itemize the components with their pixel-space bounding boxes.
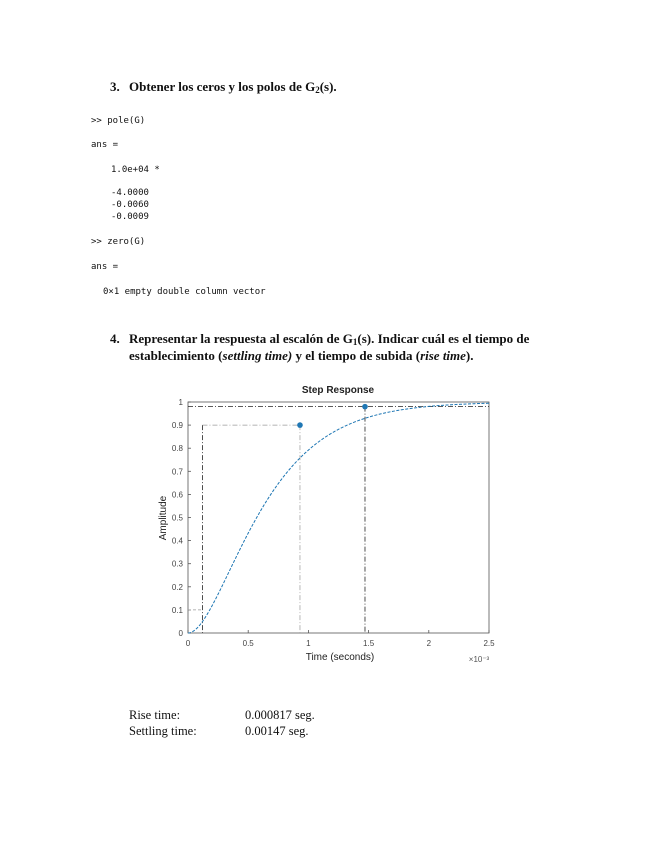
section-4-line1-post: (s). Indicar cuál es el tiempo de [357,331,530,346]
settling-time-point [362,404,368,410]
y-tick-label: 0.7 [171,467,183,477]
x-axis-label: Time (seconds) [305,652,375,663]
y-tick-label: 0.9 [171,421,183,431]
rise-time-row [129,707,389,723]
y-tick-label: 0.5 [171,513,183,523]
y-axis-label: Amplitude [158,495,169,541]
section-4-number: 4. [110,331,120,346]
x-tick-label: 0 [185,639,191,648]
section-3-suffix: (s). [319,79,337,94]
y-tick-label: 0.4 [171,536,183,546]
x-tick-label: 2.5 [483,639,495,648]
command-zero: >> zero(G) [91,237,146,247]
section-3-subscript: 2 [315,85,320,95]
pole-value-3: -0.0009 [111,212,149,222]
x-multiplier-label: ×10⁻³ [468,655,490,664]
ans-label-1: ans = [91,140,119,150]
pole-value-2: -0.0060 [111,200,149,210]
settling-time-value: 0.00147 seg. [245,724,309,738]
plot-area [188,402,489,633]
scale-factor: 1.0e+04 * [111,165,160,175]
settling-time-row [129,723,389,739]
x-tick-label: 1.5 [363,639,375,648]
section-3-text: Obtener los ceros y los polos de G [129,79,316,94]
y-tick-label: 0.2 [171,582,183,592]
chart-title: Step Response [301,385,375,396]
y-tick-label: 1 [178,398,183,407]
rise-time-value: 0.000817 seg. [245,708,315,722]
section-4-line2-e: ). [465,348,474,363]
section-4-line2-c: y el tiempo de subida ( [292,348,421,363]
section-4-rise-term: rise time [420,348,466,363]
y-tick-label: 0.8 [171,444,183,454]
y-tick-label: 0.6 [171,490,183,500]
y-tick-label: 0.1 [171,605,183,615]
y-tick-label: 0.3 [171,559,183,569]
section-4-line1: Representar la respuesta al escalón de G [129,331,353,346]
section-3-number: 3. [110,79,120,94]
section-4-settling-term: settling time) [222,348,293,363]
x-tick-label: 1 [306,639,311,648]
x-tick-label: 0.5 [242,639,254,648]
rise-time-label: Rise time: [129,708,181,722]
rise-time-point [297,422,303,428]
section-4-subscript: 1 [352,337,358,347]
y-tick-label: 0 [178,629,183,638]
ans-label-2: ans = [91,262,119,272]
x-tick-label: 2 [426,639,432,648]
empty-vector-message: 0×1 empty double column vector [103,287,266,297]
section-4-line2-a: establecimiento ( [129,348,223,363]
command-pole: >> pole(G) [91,116,146,126]
settling-time-label: Settling time: [129,724,197,738]
pole-value-1: -4.0000 [111,188,149,198]
